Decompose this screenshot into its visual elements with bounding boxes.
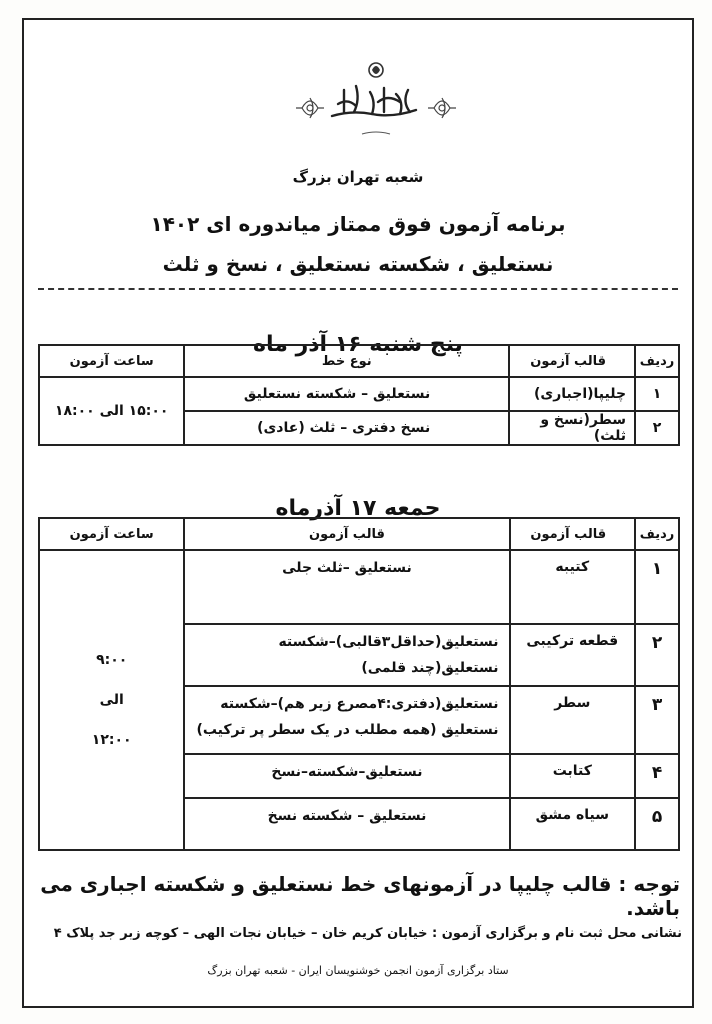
row-font: نستعلیق–شکسته–نسخ: [184, 754, 509, 798]
footer-text: ستاد برگزاری آزمون انجمن خوشنویسان ایران - شعبه تهران بزرگ: [207, 964, 509, 977]
header-type: قالب آزمون: [510, 518, 636, 550]
time-mid: الی: [99, 692, 124, 708]
row-radif: ۲: [635, 624, 679, 686]
time-start: ۹:۰۰: [96, 652, 128, 668]
row-type: سیاه مشق: [510, 798, 636, 850]
row-font: نستعلیق – شکسته نسخ: [184, 798, 509, 850]
time-end: ۱۲:۰۰: [91, 732, 132, 748]
day2-time: [39, 550, 184, 850]
header-font: قالب آزمون: [184, 518, 509, 550]
header-time: ساعت آزمون: [39, 345, 184, 377]
header-radif: ردیف: [635, 518, 679, 550]
table-row: [39, 550, 679, 624]
row-radif: ۴: [635, 754, 679, 798]
row-type: قطعه ترکیبی: [510, 624, 636, 686]
header-time: ساعت آزمون: [39, 518, 184, 550]
association-logo-icon: [292, 50, 460, 146]
row-type: کتابت: [510, 754, 636, 798]
header-font: نوع خط: [184, 345, 509, 377]
notice-text: توجه : قالب چلیپا در آزمونهای خط نستعلیق و شکسته اجباری می باشد.: [40, 872, 680, 920]
row-radif: ۳: [635, 686, 679, 754]
row-type: سطر: [510, 686, 636, 754]
row-type: چلیپا(اجباری): [509, 377, 635, 411]
table-row: [39, 377, 679, 411]
header-radif: ردیف: [635, 345, 679, 377]
row-radif: ۲: [635, 411, 679, 445]
header-type: قالب آزمون: [509, 345, 635, 377]
row-font: نستعلیق –ثلث جلی: [184, 550, 509, 624]
day1-table: [38, 344, 680, 446]
row-radif: ۱: [635, 377, 679, 411]
day1-time: ۱۵:۰۰ الی ۱۸:۰۰: [39, 377, 184, 445]
row-radif: ۵: [635, 798, 679, 850]
day2-header-row: [39, 518, 679, 550]
row-font: نستعلیق(حداقل۳قالبی)–شکسته نستعلیق(چند قلمی): [184, 624, 509, 686]
row-font: نسخ دفتری – ثلث (عادی): [184, 411, 509, 445]
day2-table: [38, 517, 680, 851]
document-frame: [22, 18, 694, 1008]
row-font: نستعلیق(دفتری:۴مصرع زیر هم)–شکسته نستعلیق (همه مطلب در یک سطر پر ترکیب): [184, 686, 509, 754]
program-title: برنامه آزمون فوق ممتاز میاندوره ای ۱۴۰۲: [150, 212, 566, 236]
branch-name: شعبه تهران بزرگ: [292, 168, 424, 186]
row-font: نستعلیق – شکسته نستعلیق: [184, 377, 509, 411]
address-text: نشانی محل ثبت نام و برگزاری آزمون : خیابان کریم خان – خیابان نجات الهی – کوچه زبر جد پلاک ۴: [53, 926, 682, 941]
day1-date: پنج شنبه ۱۶ آذر ماه: [253, 332, 463, 357]
scripts-list: نستعلیق ، شکسته نستعلیق ، نسخ و ثلث: [162, 252, 554, 276]
day1-header-row: [39, 345, 679, 377]
row-type: سطر(نسخ و ثلث): [509, 411, 635, 445]
row-radif: ۱: [635, 550, 679, 624]
row-type: کتیبه: [510, 550, 636, 624]
day2-date: جمعه ۱۷ آذرماه: [275, 496, 441, 521]
dashed-divider: [38, 288, 678, 290]
